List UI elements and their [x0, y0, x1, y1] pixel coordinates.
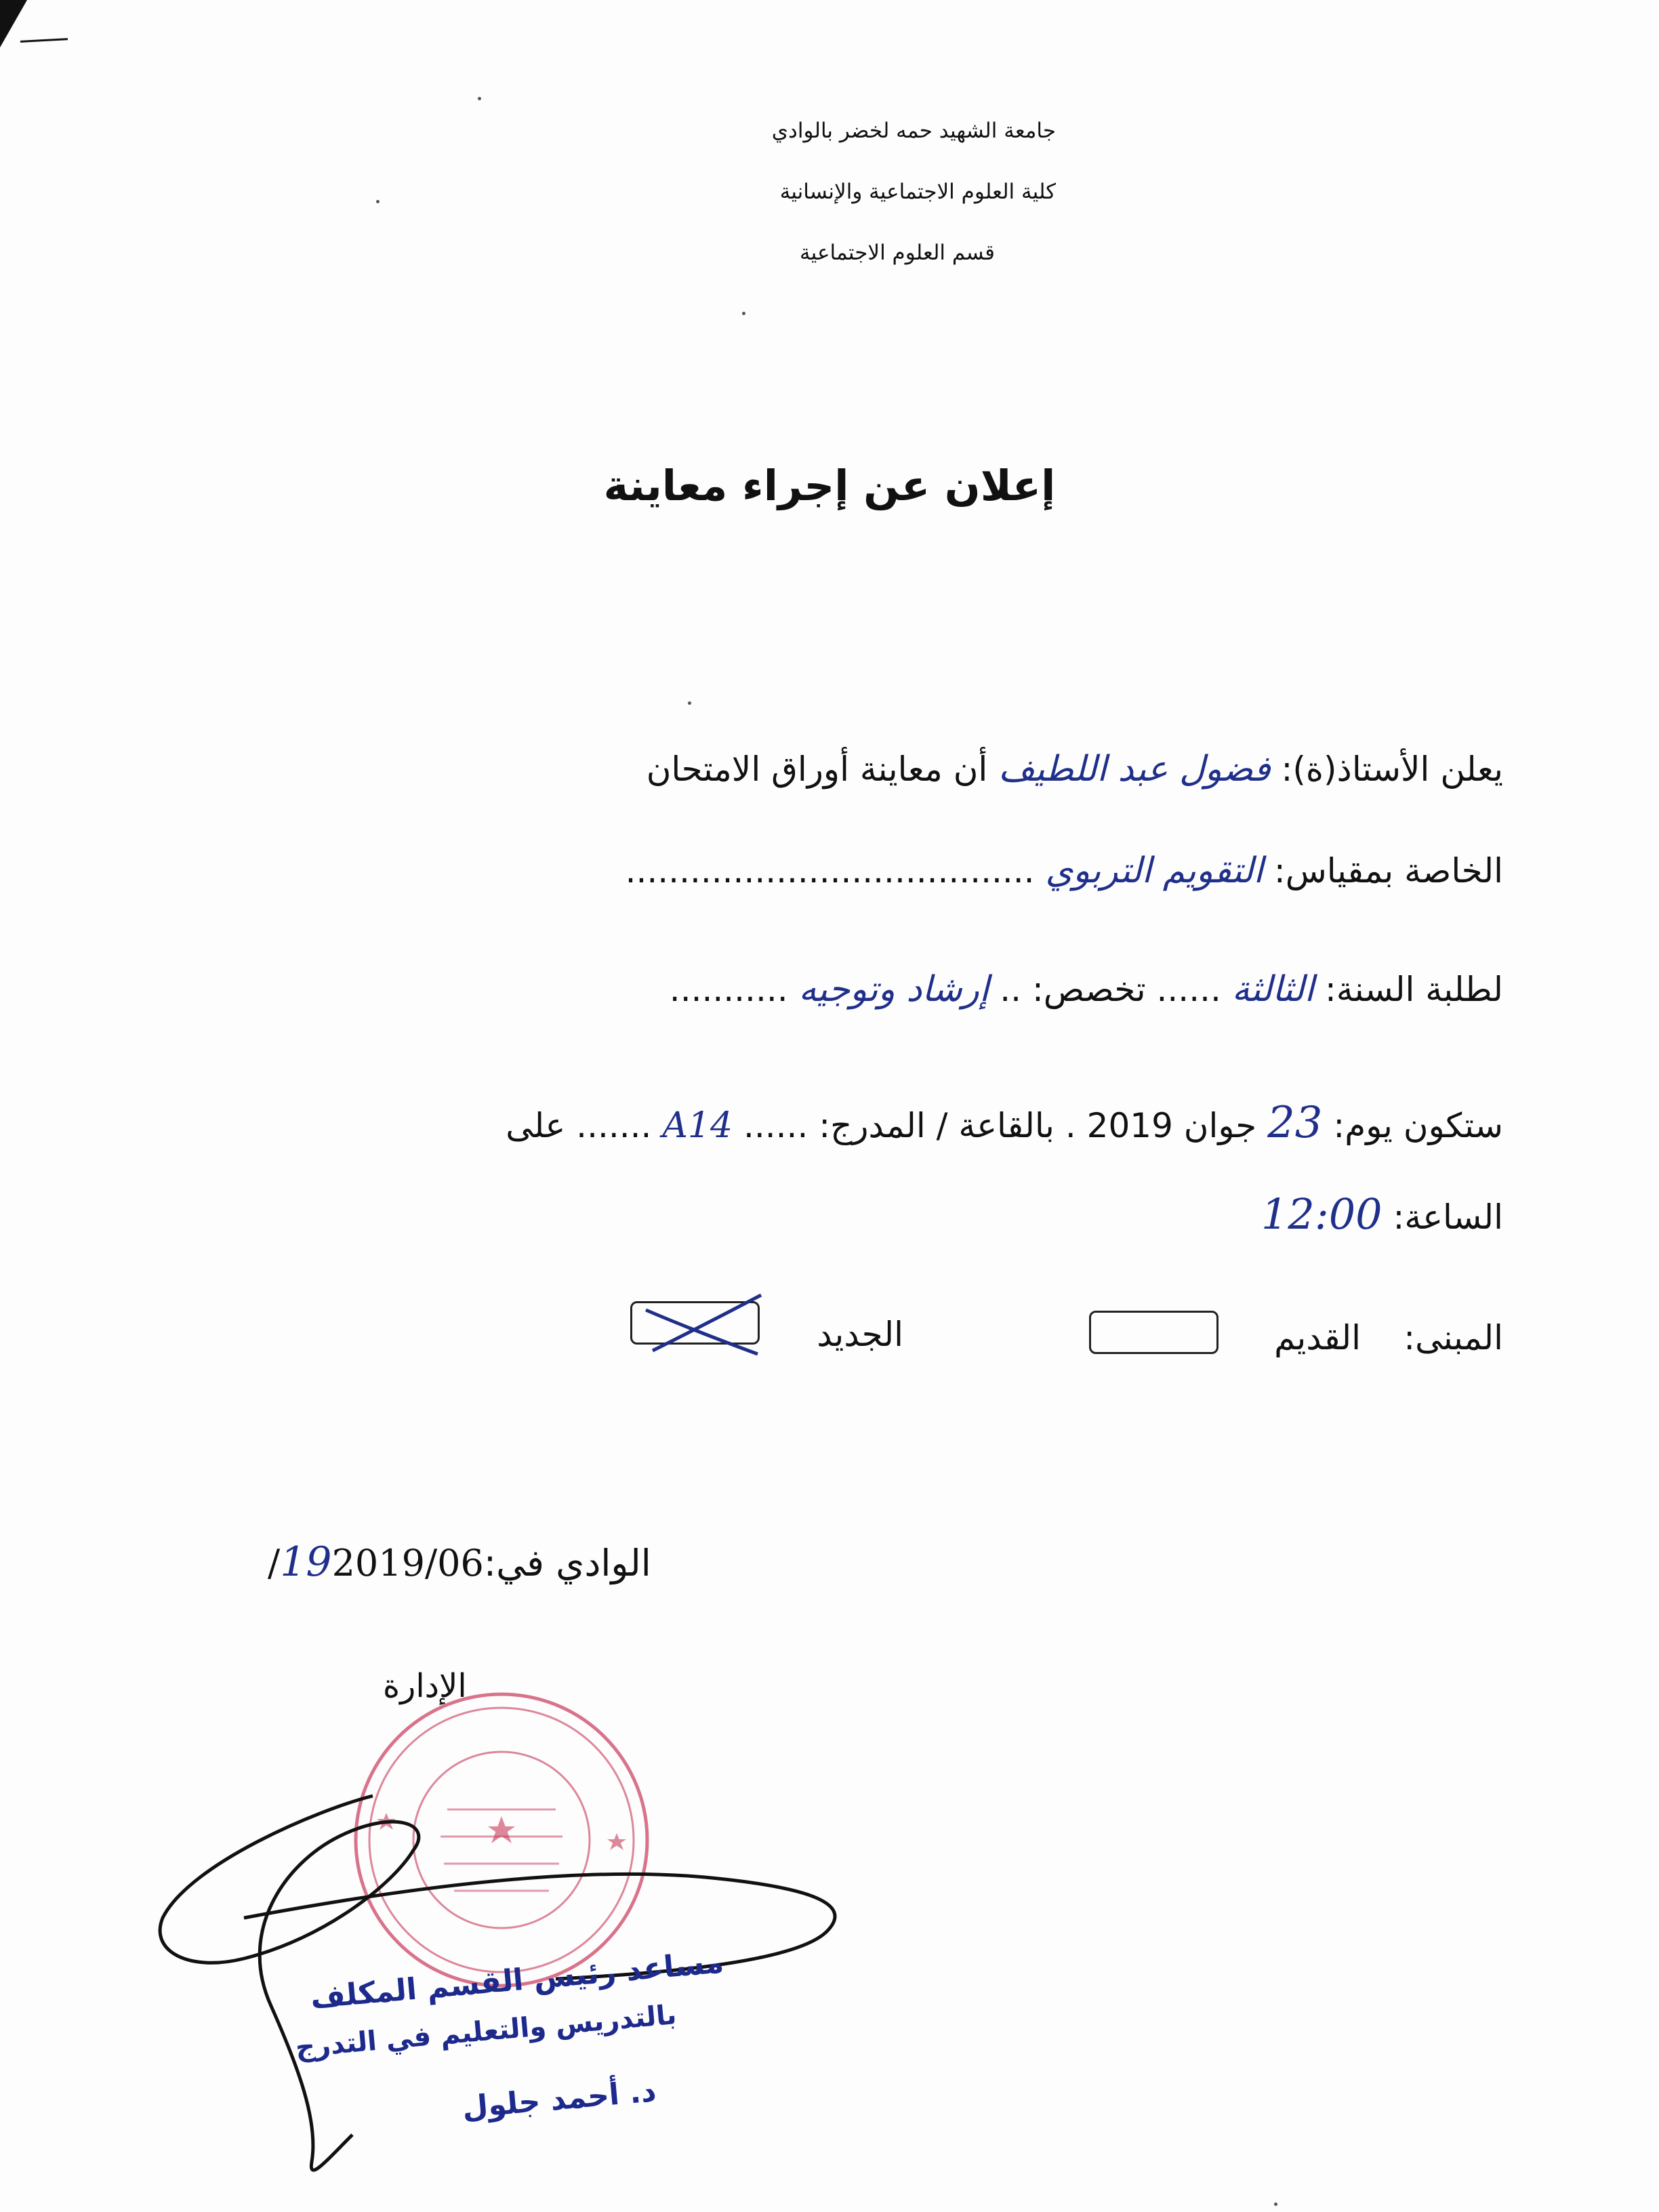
date-rest: 2019/06/ — [268, 1542, 484, 1584]
time-label: الساعة: — [1393, 1197, 1503, 1237]
announcement-line-2 — [626, 851, 1503, 891]
day-handwritten: 23 — [1267, 1098, 1323, 1148]
subject-label: الخاصة بمقياس: — [1273, 851, 1503, 890]
subject-dots: ...................................... — [625, 851, 1035, 890]
year-handwritten: الثالثة — [1231, 969, 1315, 1010]
specialty-label: ...... تخصص: .. — [1000, 970, 1221, 1009]
date-day-handwritten: 19 — [280, 1538, 332, 1586]
announcement-line-3 — [670, 969, 1503, 1010]
subject-handwritten: التقويم التربوي — [1045, 851, 1263, 891]
announcement-line-5 — [1261, 1189, 1503, 1239]
year-label: لطلبة السنة: — [1324, 970, 1503, 1009]
specialty-handwritten: إرشاد وتوجيه — [798, 969, 989, 1010]
faculty-name: كلية العلوم الاجتماعية والإنسانية — [779, 180, 1056, 204]
professor-name-handwritten: فضول عبد اللطيف — [998, 749, 1271, 790]
checkbox-cross-mark — [632, 1290, 768, 1357]
scan-speck — [688, 701, 691, 705]
professor-label: يعلن الأستاذ(ة): — [1281, 750, 1503, 789]
building-old-checkbox[interactable] — [1089, 1311, 1218, 1354]
signatory-title-line-2: بالتدريس والتعليم في التدرج — [294, 1999, 678, 2064]
day-label: ستكون يوم: — [1333, 1106, 1503, 1145]
scan-speck — [742, 312, 745, 315]
scan-speck — [478, 97, 481, 100]
scan-corner-line — [20, 38, 68, 43]
signatory-name: د. أحمد جلول — [460, 2074, 658, 2125]
signatory-title-line-1: مساعد رئيس القسم المكلف — [309, 1945, 726, 2016]
building-new-label: الجديد — [817, 1315, 903, 1354]
announcement-line-4 — [506, 1098, 1503, 1148]
time-handwritten: 12:00 — [1261, 1189, 1382, 1239]
administration-label: الإدارة — [383, 1667, 467, 1705]
date-line — [268, 1538, 651, 1586]
line4-suffix: ....... على — [506, 1106, 652, 1145]
building-label: المبنى: — [1404, 1318, 1503, 1357]
building-new-checkbox[interactable] — [630, 1301, 760, 1345]
room-handwritten: A14 — [662, 1105, 733, 1146]
university-name: جامعة الشهيد حمه لخضر بالوادي — [771, 119, 1056, 143]
month-room-label: جوان 2019 . بالقاعة / المدرج: ...... — [743, 1106, 1257, 1145]
line1-suffix: أن معاينة أوراق الامتحان — [646, 750, 988, 789]
scan-speck — [376, 200, 380, 203]
page-title: إعلان عن إجراء معاينة — [603, 461, 1056, 510]
specialty-dots: ........... — [669, 970, 788, 1009]
announcement-line-1 — [647, 749, 1503, 790]
building-old-label: القديم — [1274, 1318, 1361, 1357]
department-name: قسم العلوم الاجتماعية — [800, 241, 995, 265]
place-label: الوادي في: — [483, 1542, 651, 1584]
scan-speck — [1274, 2203, 1277, 2206]
